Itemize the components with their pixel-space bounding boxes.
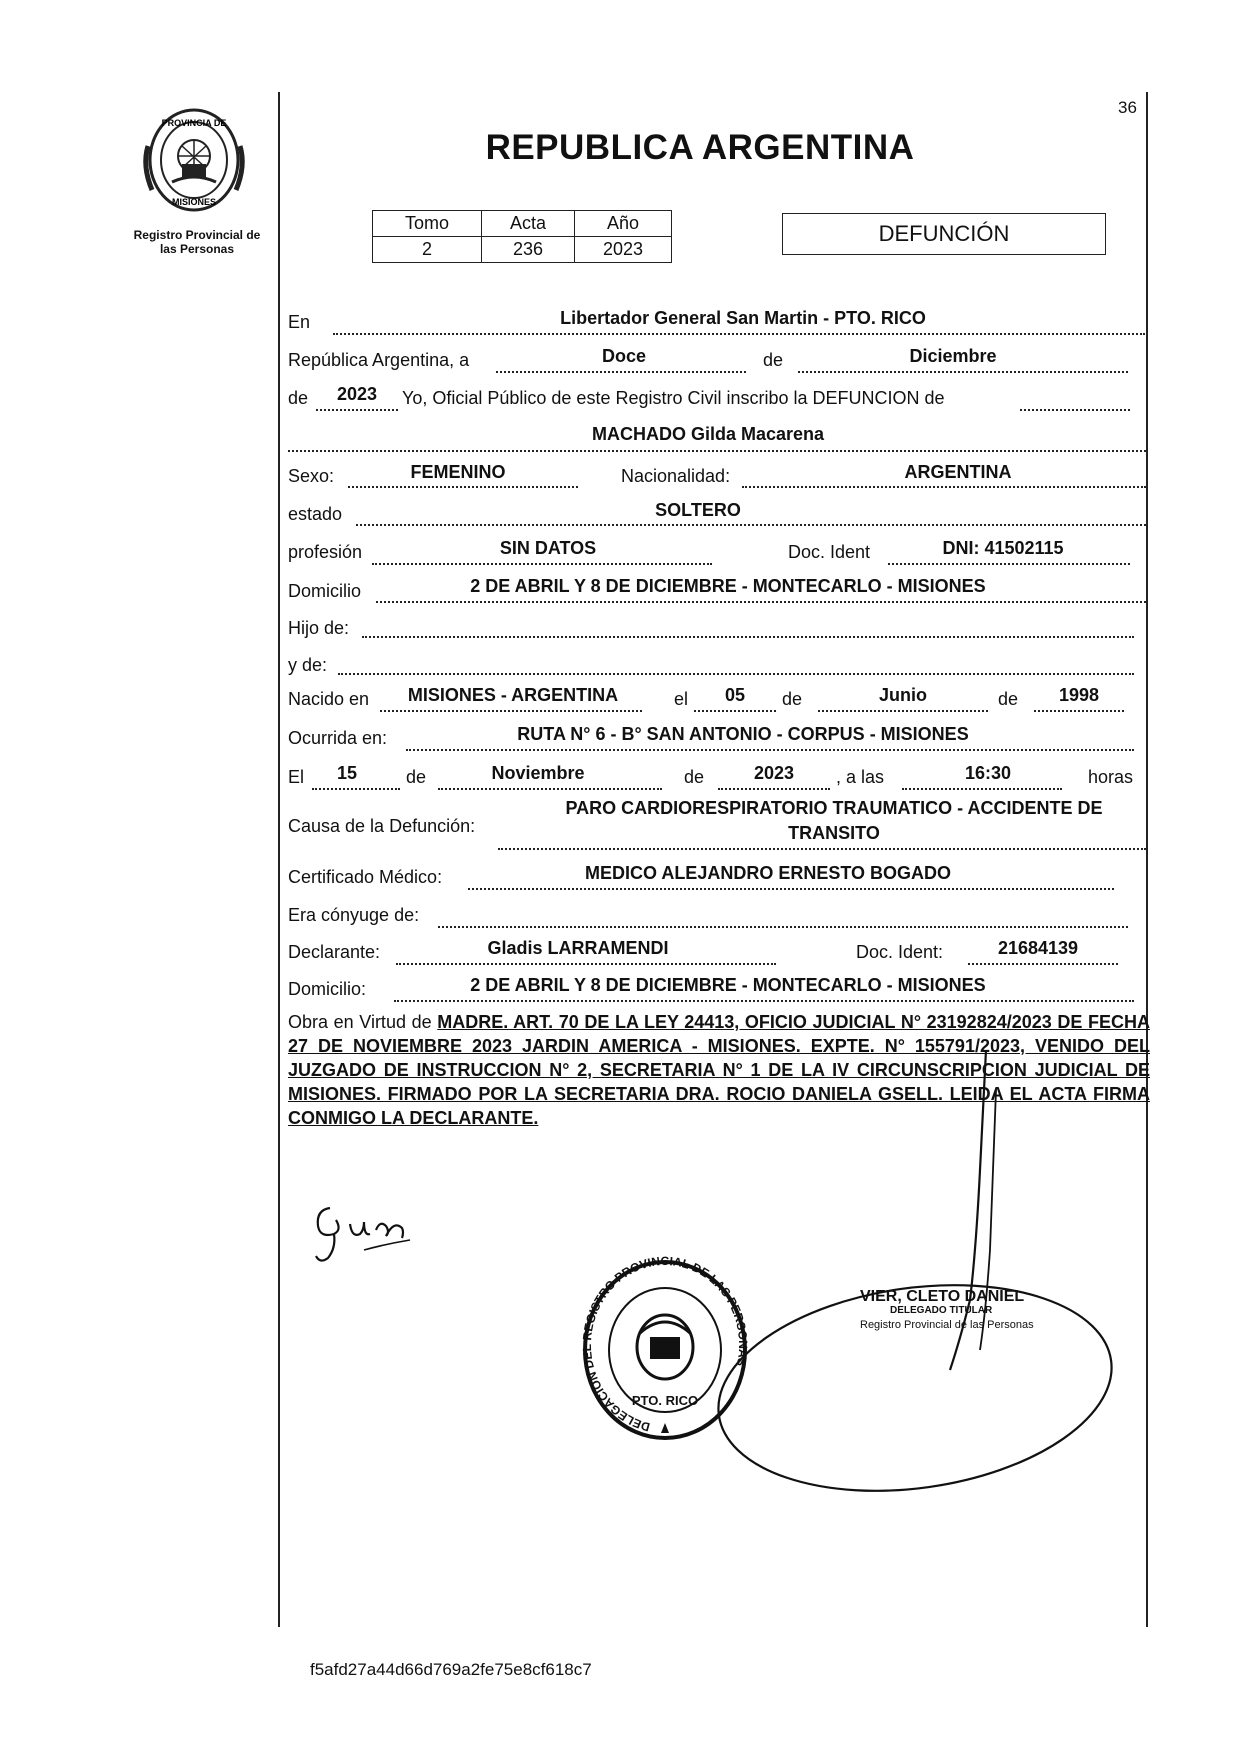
dotted-line: [316, 409, 398, 411]
dotted-line: [394, 1000, 1134, 1002]
hijo-label: Hijo de:: [288, 618, 350, 638]
row-yde: [288, 651, 1148, 681]
value-anio: 2023: [575, 237, 672, 263]
stamp-ring-text: DELEGACION DEL REGISTRO PROVINCIAL DE LAS PERSONAS: [580, 1255, 750, 1435]
causa-line2: TRANSITO: [788, 823, 880, 843]
certificado-value: MEDICO ALEJANDRO ERNESTO BOGADO: [584, 863, 952, 883]
alas-label: , a las: [836, 767, 885, 787]
nacionalidad-label: Nacionalidad:: [621, 466, 731, 486]
el-label: el: [674, 689, 689, 709]
province-seal-icon: [138, 106, 250, 214]
row-fecha-defuncion: [288, 762, 1148, 792]
sexo-value: FEMENINO: [410, 462, 506, 482]
seal-top-text: PROVINCIA DE: [161, 118, 227, 128]
registry-caption-line1: Registro Provincial de: [133, 228, 261, 242]
stamp-bottom-text: PTO. RICO: [631, 1393, 699, 1408]
dotted-line: [818, 710, 988, 712]
month-value: Diciembre: [909, 346, 997, 366]
profesion-label: profesión: [288, 542, 363, 562]
dotted-line: [333, 333, 1145, 335]
dotted-line: [438, 926, 1128, 928]
declarante-value: Gladis LARRAMENDI: [487, 938, 669, 958]
domicilio-label: Domicilio: [288, 581, 362, 601]
row-declarante: [288, 937, 1148, 967]
certificado-label: Certificado Médico:: [288, 867, 443, 887]
row-certificado: [288, 862, 1148, 892]
dotted-line: [718, 788, 830, 790]
sexo-label: Sexo:: [288, 466, 335, 486]
registry-caption: [112, 228, 282, 256]
declarante-label: Declarante:: [288, 942, 381, 962]
causa-line1: PARO CARDIORESPIRATORIO TRAUMATICO - ACCIDENTE DE: [565, 798, 1103, 818]
obra-value: MADRE. ART. 70 DE LA LEY 24413, OFICIO JUDICIAL N° 23192824/2023 DE FECHA 27 DE NOVIEMBRE 2023 JARDIN AMERICA - MISIONES. EXPTE. N° 155791/2023, VENIDO DEL JUZGADO DE INSTRUCCION N° 2, SECRETARIA N° 1 DE LA IV CIRCUNSCRIPCION JUDICIAL DE MISIONES. FIRMADO POR LA SECRETARIA DRA. ROCIO DANIELA GSELL. LEIDA EL ACTA FIRMA CONMIGO LA DECLARANTE.: [288, 1012, 1150, 1128]
decl-doc-value: 21684139: [997, 938, 1079, 958]
death-year: 2023: [753, 763, 795, 783]
dotted-line: [396, 963, 776, 965]
official-block: [860, 1290, 1034, 1332]
dotted-line: [888, 563, 1130, 565]
row-nombre: [288, 422, 1148, 452]
death-de2-label: de: [684, 767, 705, 787]
dotted-line: [496, 371, 746, 373]
ocurrida-value: RUTA N° 6 - B° SAN ANTONIO - CORPUS - MISIONES: [517, 724, 969, 744]
birth-year: 1998: [1058, 685, 1100, 705]
page-title: REPUBLICA ARGENTINA: [485, 128, 915, 167]
name-value: MACHADO Gilda Macarena: [591, 424, 825, 444]
nacido-label: Nacido en: [288, 689, 370, 709]
row-estado: [288, 498, 1148, 528]
dotted-line: [1034, 710, 1124, 712]
row-fecha: [288, 346, 1148, 376]
de-label: de: [763, 350, 784, 370]
republica-label: República Argentina, a: [288, 350, 470, 370]
row-profesion: [288, 537, 1148, 567]
death-de1-label: de: [406, 767, 427, 787]
domicilio2-label: Domicilio:: [288, 979, 367, 999]
dotted-line: [362, 636, 1134, 638]
row-causa: [288, 798, 1148, 854]
dotted-line: [372, 563, 712, 565]
document-hash: f5afd27a44d66d769a2fe75e8cf618c7: [310, 1660, 592, 1679]
death-month: Noviembre: [491, 763, 585, 783]
dotted-line: [798, 371, 1128, 373]
domicilio2-value: 2 DE ABRIL Y 8 DE DICIEMBRE - MONTECARLO - MISIONES: [470, 975, 986, 995]
row-domicilio-declarante: [288, 974, 1148, 1004]
dotted-line: [376, 601, 1146, 603]
conyuge-label: Era cónyuge de:: [288, 905, 420, 925]
obra-label: Obra en Virtud de: [288, 1012, 432, 1032]
nacido-value: MISIONES - ARGENTINA: [407, 685, 619, 705]
year-value: 2023: [336, 384, 378, 404]
en-label: En: [288, 312, 311, 332]
death-day: 15: [336, 763, 358, 783]
dotted-line: [968, 963, 1118, 965]
row-nacido: [288, 684, 1148, 714]
dotted-line: [1020, 409, 1130, 411]
birth-month: Junio: [879, 685, 927, 705]
official-role: DELEGADO TITULAR: [890, 1305, 993, 1316]
star-icon: [661, 1423, 669, 1433]
official-office: Registro Provincial de las Personas: [860, 1319, 1034, 1331]
value-acta: 236: [482, 237, 575, 263]
row-domicilio: [288, 575, 1148, 605]
value-tomo: 2: [373, 237, 482, 263]
seal-bottom-text: MISIONES: [171, 197, 217, 207]
decl-doc-label: Doc. Ident:: [856, 942, 944, 962]
dotted-line: [288, 450, 1146, 452]
en-value: Libertador General San Martin - PTO. RICO: [560, 308, 926, 328]
dotted-line: [356, 524, 1146, 526]
nacionalidad-value: ARGENTINA: [904, 462, 1012, 482]
official-name: VIER, CLETO DANIEL: [860, 1288, 1025, 1305]
registry-caption-line2: las Personas: [159, 242, 235, 256]
header-tomo: Tomo: [373, 211, 482, 237]
row-en: [288, 308, 1148, 338]
el2-label: El: [288, 767, 305, 787]
dotted-line: [468, 888, 1114, 890]
doc-value: DNI: 41502115: [942, 538, 1064, 558]
yo-text: Yo, Oficial Público de este Registro Civil inscribo la DEFUNCION de: [402, 388, 945, 408]
dotted-line: [694, 710, 776, 712]
dotted-line: [406, 749, 1134, 751]
yde-label: y de:: [288, 655, 328, 675]
record-id-table: [372, 210, 672, 263]
row-hijo: [288, 614, 1148, 644]
header-acta: Acta: [482, 211, 575, 237]
row-ocurrida: [288, 723, 1148, 753]
record-type-box: DEFUNCIÓN: [782, 213, 1106, 255]
horas-label: horas: [1088, 767, 1134, 787]
dotted-line: [348, 486, 578, 488]
death-time: 16:30: [964, 763, 1012, 783]
year-de-label: de: [288, 388, 309, 408]
doc-label: Doc. Ident: [788, 542, 871, 562]
dotted-line: [902, 788, 1062, 790]
birth-day: 05: [724, 685, 746, 705]
dotted-line: [338, 673, 1134, 675]
row-sexo: [288, 460, 1148, 490]
header-anio: Año: [575, 211, 672, 237]
dotted-line: [498, 848, 1146, 850]
dotted-line: [742, 486, 1146, 488]
dotted-line: [438, 788, 662, 790]
dotted-line: [312, 788, 400, 790]
estado-label: estado: [288, 504, 343, 524]
domicilio-value: 2 DE ABRIL Y 8 DE DICIEMBRE - MONTECARLO - MISIONES: [470, 576, 986, 596]
birth-de1-label: de: [782, 689, 803, 709]
left-margin-line: [278, 92, 280, 1627]
profesion-value: SIN DATOS: [499, 538, 597, 558]
row-anio-inscripcion: [288, 384, 1148, 414]
birth-de2-label: de: [998, 689, 1019, 709]
day-value: Doce: [601, 346, 646, 366]
page-number: 36: [1118, 98, 1137, 117]
row-conyuge: [288, 900, 1148, 930]
estado-value: SOLTERO: [655, 500, 741, 520]
obra-paragraph: [288, 1010, 1150, 1130]
causa-label: Causa de la Defunción:: [288, 816, 476, 836]
ocurrida-label: Ocurrida en:: [288, 728, 388, 748]
dotted-line: [380, 710, 642, 712]
declarant-signature: [306, 1190, 436, 1270]
